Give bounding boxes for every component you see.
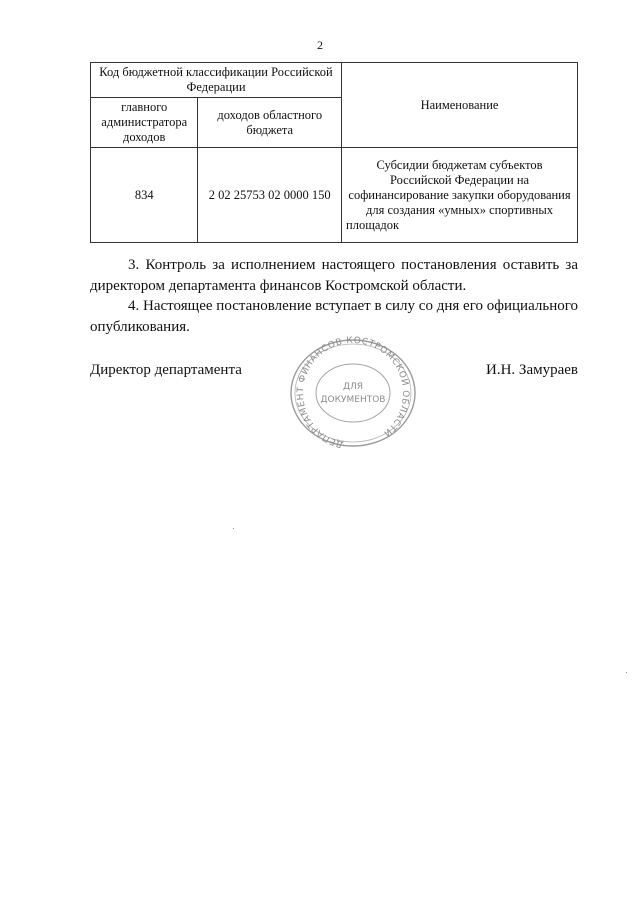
table-group-header: Код бюджетной классификации Российской Федерации [91,63,342,98]
stamp-outer-text: ДЕПАРТАМЕНТ ФИНАНСОВ КОСТРОМСКОЙ ОБЛАСТИ [295,336,411,450]
table-header-income: доходов областного бюджета [198,98,342,148]
table-cell-code: 2 02 25753 02 0000 150 [198,148,342,243]
table-cell-name: Субсидии бюджетам субъектов Российской Федерации на софинансирование закупки оборудования для создания «умных» спортивных площадок [342,148,578,243]
signatory-name: И.Н. Замураев [486,362,578,378]
stamp-center-line-1: ДЛЯ [342,382,364,392]
table-header-admin: главного администратора доходов [91,98,198,148]
table-header-name: Наименование [342,63,578,148]
stamp-center-line-2: ДОКУМЕНТОВ [320,395,386,405]
scan-speck [233,528,234,529]
table-row [91,148,578,243]
table-cell-admin: 834 [91,148,198,243]
scan-speck [626,672,627,673]
budget-classification-table [90,62,578,243]
page-number: 2 [317,38,323,52]
paragraph-3: 3. Контроль за исполнением настоящего постановления оставить за директором департамента финансов Костромской области. [90,257,578,294]
paragraph-4: 4. Настоящее постановление вступает в силу со дня его официального опубликования. [90,298,578,335]
department-stamp [287,336,419,450]
signatory-title: Директор департамента [90,362,242,378]
